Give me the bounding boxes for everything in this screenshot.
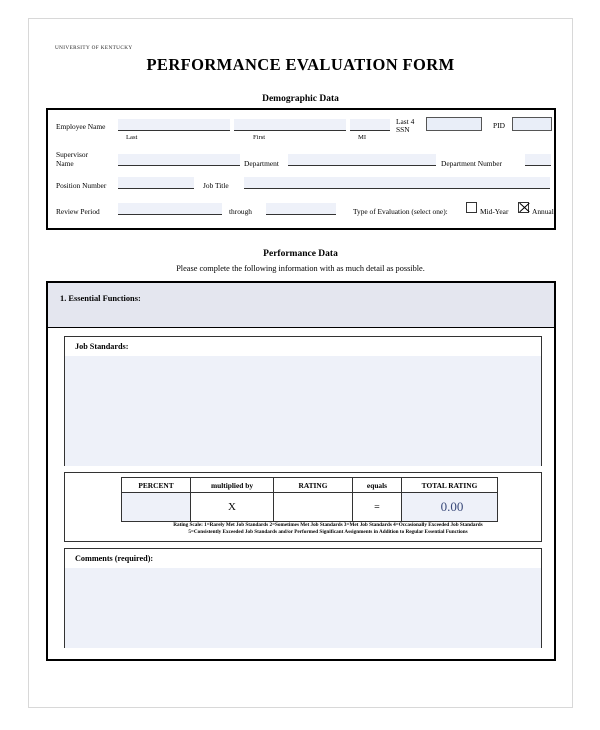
performance-section-heading: Performance Data bbox=[263, 249, 338, 259]
rating-scale-line-2: 5=Consistently Exceeded Job Standards and/or Performed Significant Assignments in Addition to Regular Essential Functions bbox=[188, 529, 468, 535]
rating-calculation-block bbox=[64, 472, 542, 542]
comments-block bbox=[64, 548, 542, 648]
label-last4-ssn-line2: SSN bbox=[396, 125, 410, 134]
input-employee-mi[interactable] bbox=[350, 119, 390, 131]
label-essential-functions: 1. Essential Functions: bbox=[60, 294, 141, 303]
rating-scale-text bbox=[123, 522, 533, 536]
checkbox-mid-year[interactable] bbox=[466, 202, 477, 213]
essential-functions-row bbox=[48, 283, 554, 328]
input-supervisor-name[interactable] bbox=[118, 154, 240, 166]
rating-scale-line-1: Rating Scale: 1=Rarely Met Job Standards 2=Sometimes Met Job Standards 3=Met Job Standards 4=Occasionally Exceeded Job Standards bbox=[173, 522, 483, 528]
label-mid-year: Mid-Year bbox=[480, 207, 509, 216]
label-supervisor-name-line2: Name bbox=[56, 159, 74, 168]
label-supervisor-name-line1: Supervisor bbox=[56, 150, 89, 159]
input-job-title[interactable] bbox=[244, 177, 550, 189]
input-rating[interactable] bbox=[274, 493, 353, 522]
sublabel-last: Last bbox=[126, 134, 138, 141]
rating-table bbox=[121, 477, 498, 522]
page-title: PERFORMANCE EVALUATION FORM bbox=[146, 55, 455, 74]
label-type-of-evaluation: Type of Evaluation (select one): bbox=[353, 207, 448, 216]
input-pid[interactable] bbox=[512, 117, 552, 131]
input-employee-first[interactable] bbox=[234, 119, 346, 131]
column-header-equals: equals bbox=[353, 478, 402, 493]
label-last4-ssn-line1: Last 4 bbox=[396, 117, 415, 126]
input-job-standards[interactable] bbox=[65, 356, 541, 466]
label-position-number: Position Number bbox=[56, 181, 107, 190]
checkbox-annual[interactable] bbox=[518, 202, 529, 213]
input-last4-ssn[interactable] bbox=[426, 117, 482, 131]
job-standards-block bbox=[64, 336, 542, 466]
input-review-period-from[interactable] bbox=[118, 203, 222, 215]
label-pid: PID bbox=[493, 121, 505, 130]
column-header-total-rating: TOTAL RATING bbox=[402, 478, 498, 493]
sublabel-mi: MI bbox=[358, 134, 367, 141]
form-sheet bbox=[28, 18, 573, 708]
label-comments: Comments (required): bbox=[75, 554, 154, 563]
column-header-rating: RATING bbox=[274, 478, 353, 493]
input-employee-last[interactable] bbox=[118, 119, 230, 131]
label-department: Department bbox=[244, 159, 279, 168]
label-through: through bbox=[229, 207, 252, 216]
demographic-data-box bbox=[46, 108, 556, 230]
organization-name: UNIVERSITY OF KENTUCKY bbox=[55, 45, 133, 51]
table-row bbox=[122, 493, 498, 522]
input-position-number[interactable] bbox=[118, 177, 194, 189]
performance-data-box bbox=[46, 281, 556, 661]
table-header-row bbox=[122, 478, 498, 493]
column-header-percent: PERCENT bbox=[122, 478, 191, 493]
label-review-period: Review Period bbox=[56, 207, 100, 216]
operator-multiply: X bbox=[191, 493, 274, 522]
input-percent[interactable] bbox=[122, 493, 191, 522]
input-department-number[interactable] bbox=[525, 154, 551, 166]
performance-instructions: Please complete the following information with as much detail as possible. bbox=[176, 264, 425, 273]
sublabel-first: First bbox=[253, 134, 266, 141]
label-department-number: Department Number bbox=[441, 159, 502, 168]
operator-equals: = bbox=[353, 493, 402, 522]
label-annual: Annual bbox=[532, 207, 554, 216]
value-total-rating: 0.00 bbox=[402, 493, 498, 522]
demographic-section-heading: Demographic Data bbox=[262, 94, 339, 104]
input-review-period-to[interactable] bbox=[266, 203, 336, 215]
input-department[interactable] bbox=[288, 154, 436, 166]
input-comments[interactable] bbox=[65, 568, 541, 648]
label-job-standards: Job Standards: bbox=[75, 342, 129, 351]
label-job-title: Job Title bbox=[203, 181, 229, 190]
label-employee-name: Employee Name bbox=[56, 122, 106, 131]
column-header-multiplied-by: multiplied by bbox=[191, 478, 274, 493]
